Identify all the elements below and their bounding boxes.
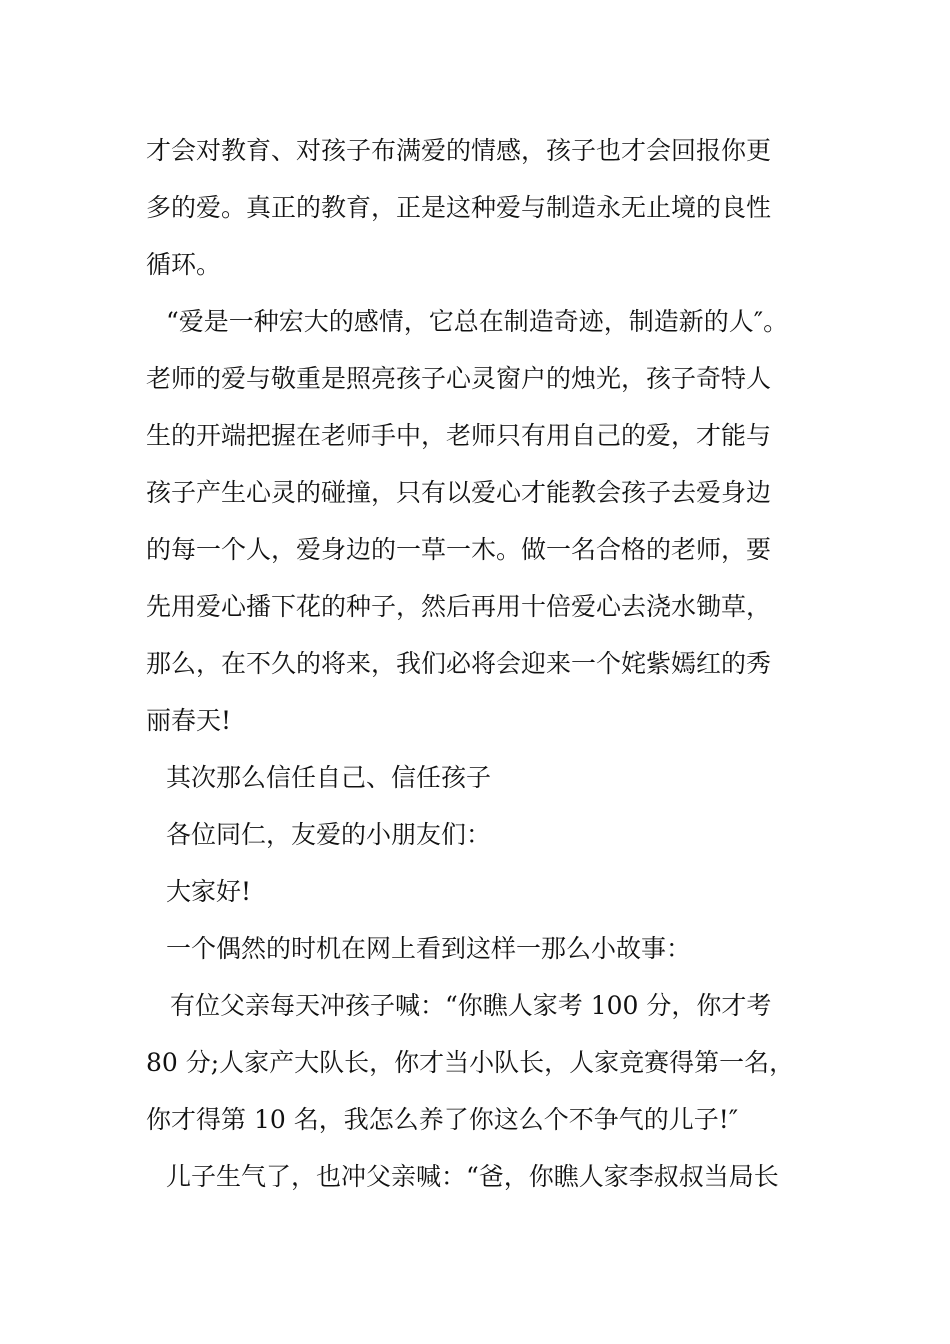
text-line: 多的爱。真正的教育，正是这种爱与制造永无止境的良性 bbox=[146, 193, 772, 222]
text-line: 老师的爱与敬重是照亮孩子心灵窗户的烛光，孩子奇特人 bbox=[146, 364, 772, 393]
text-line: 循环。 bbox=[146, 250, 222, 279]
text-line: 先用爱心播下花的种子，然后再用十倍爱心去浇水锄草， bbox=[146, 592, 772, 621]
text-line: 大家好! bbox=[166, 877, 252, 906]
text-line: 丽春天! bbox=[146, 706, 232, 735]
text-line: 的每一个人，爱身边的一草一木。做一名合格的老师，要 bbox=[146, 535, 772, 564]
text-line: 80 分;人家产大队长，你才当小队长，人家竞赛得第一名， bbox=[146, 1048, 795, 1077]
text-line: 才会对教育、对孩子布满爱的情感，孩子也才会回报你更 bbox=[146, 136, 772, 165]
text-line: 生的开端把握在老师手中，老师只有用自己的爱，才能与 bbox=[146, 421, 772, 450]
text-line: 各位同仁，友爱的小朋友们： bbox=[166, 820, 492, 849]
text-line: 孩子产生心灵的碰撞，只有以爱心才能教会孩子去爱身边 bbox=[146, 478, 772, 507]
text-line: 你才得第 10 名，我怎么养了你这么个不争气的儿子!″ bbox=[146, 1105, 739, 1134]
text-line: 那么，在不久的将来，我们必将会迎来一个姹紫嫣红的秀 bbox=[146, 649, 772, 678]
text-line: 一个偶然的时机在网上看到这样一那么小故事： bbox=[166, 934, 692, 963]
text-line: 儿子生气了，也冲父亲喊：“爸，你瞧人家李叔叔当局长 bbox=[166, 1162, 779, 1191]
text-line: 有位父亲每天冲孩子喊：“你瞧人家考 100 分，你才考 bbox=[170, 991, 772, 1020]
text-line: “爱是一种宏大的感情，它总在制造奇迹，制造新的人″。 bbox=[166, 307, 789, 336]
section-heading: 其次那么信任自己、信任孩子 bbox=[166, 763, 492, 792]
